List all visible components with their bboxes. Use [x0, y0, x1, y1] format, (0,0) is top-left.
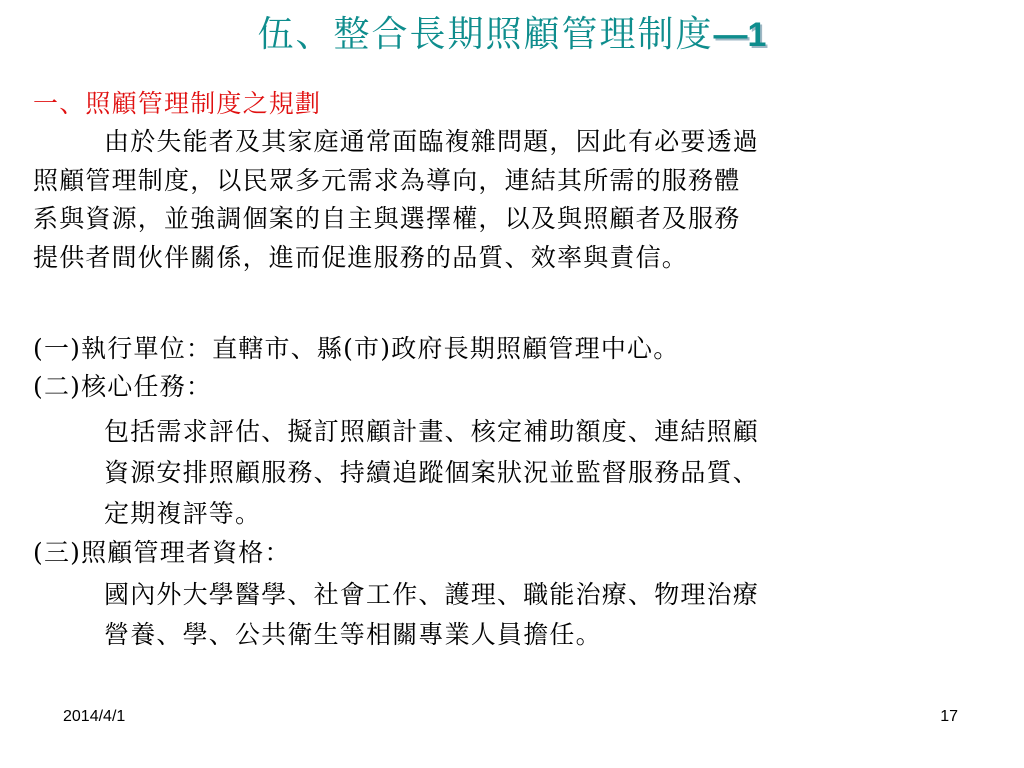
item-detail-line: 包括需求評估、擬訂照顧計畫、核定補助額度、連結照顧	[104, 417, 760, 446]
slide-title-suffix: —1	[713, 16, 767, 54]
footer-page-number: 17	[940, 708, 958, 725]
item-detail-line: 定期複評等。	[104, 499, 262, 528]
item-label: (一)執行單位：直轄市、縣(市)政府長期照顧管理中心。	[33, 334, 680, 363]
intro-line: 由於失能者及其家庭通常面臨複雜問題，因此有必要透過	[104, 127, 760, 156]
footer-date: 2014/4/1	[63, 708, 126, 725]
intro-line: 提供者間伙伴關係，進而促進服務的品質、效率與責信。	[33, 243, 689, 272]
item-label: (二)核心任務：	[33, 372, 213, 401]
intro-line: 系與資源，並強調個案的自主與選擇權，以及與照顧者及服務	[33, 204, 741, 233]
slide-title-main: 伍、整合長期照顧管理制度	[257, 14, 714, 55]
item-detail-line: 國內外大學醫學、社會工作、護理、職能治療、物理治療	[104, 580, 760, 609]
item-detail-line: 營養、學、公共衛生等相關專業人員擔任。	[104, 620, 602, 649]
item-detail-line: 資源安排照顧服務、持續追蹤個案狀況並監督服務品質、	[104, 458, 760, 487]
section-heading: 一、照顧管理制度之規劃	[33, 89, 322, 118]
item-label: (三)照顧管理者資格：	[33, 538, 291, 567]
slide-title	[0, 6, 1024, 57]
intro-line: 照顧管理制度，以民眾多元需求為導向，連結其所需的服務體	[33, 166, 741, 195]
